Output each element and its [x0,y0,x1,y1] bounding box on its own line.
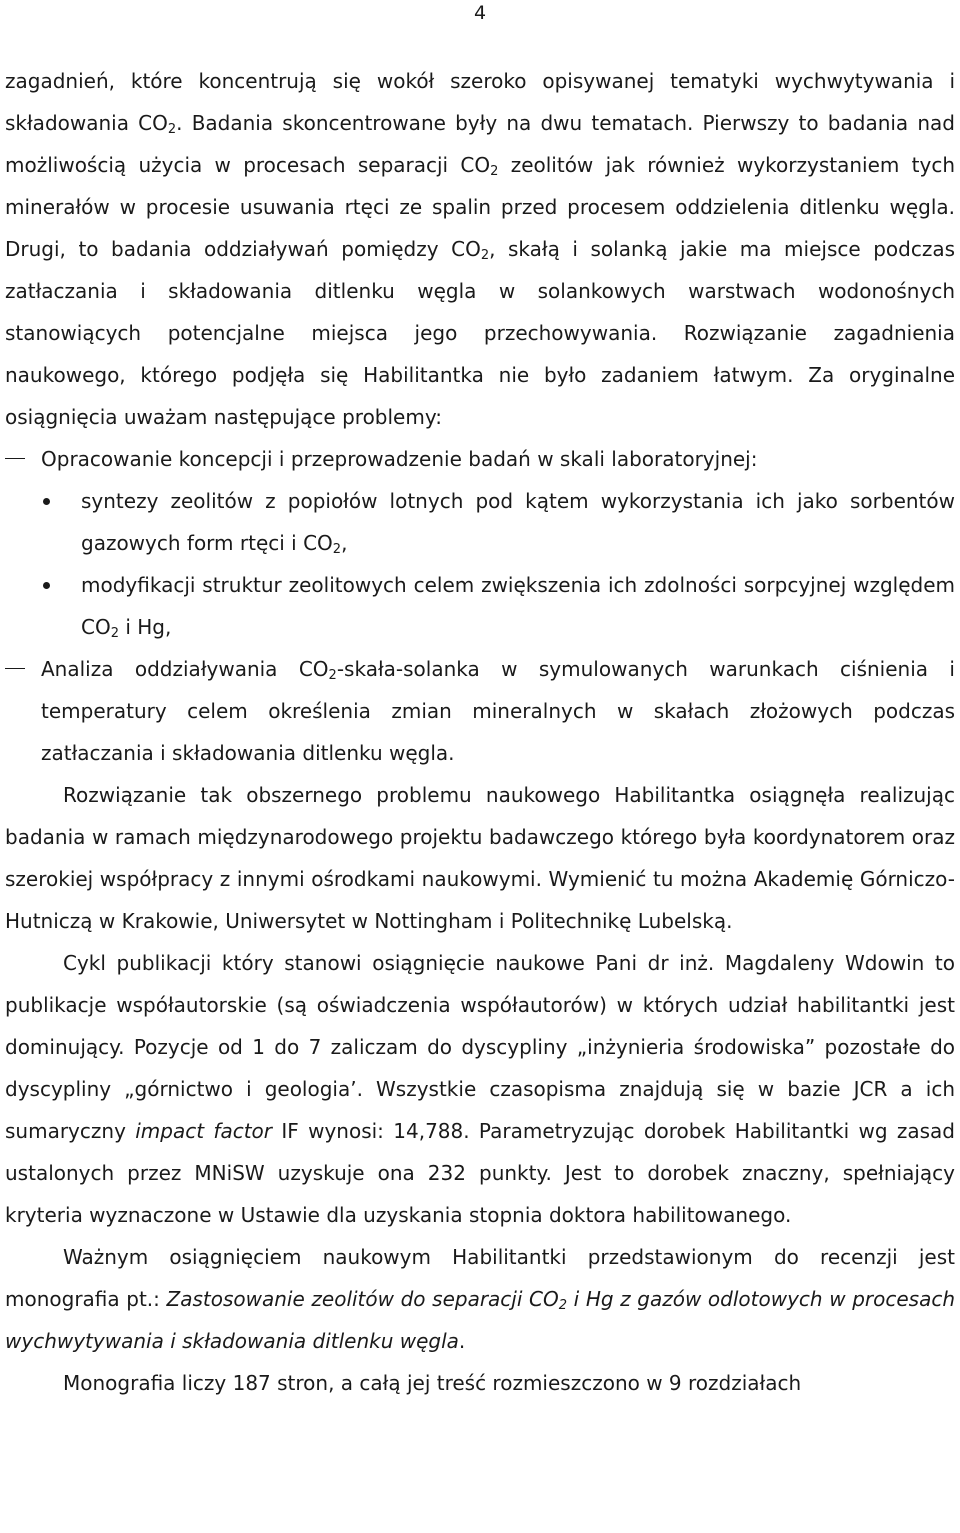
dash-icon [5,668,25,669]
list-item: Analiza oddziaływania $CO_2-skała$-solanka w symulowanych warunkach ciśnienia i temperatury celem określenia zmian mineralnych w skałach złożowych podczas zatłaczania i składowania ditlenku węgla. [5,648,955,774]
achievements-list [5,438,955,774]
paragraph-collaboration: Rozwiązanie tak obszernego problemu naukowego Habilitantka osiągnęła realizując badania w ramach międzynarodowego projektu badawczego którego była koordynatorem oraz szerokiej współpracy z innymi ośrodkami naukowymi. Wymienić tu można Akademię Górniczo-Hutniczą w Krakowie, Uniwersytet w Nottingham i Politechnikę Lubelską. [5,783,955,933]
paragraph-intro: zagadnień, które koncentrują się wokół szeroko opisywanej tematyki wychwytywania i składowania $CO_2$. Badania skoncentrowane były na dwu tematach. Pierwszy to badania nad możliwością użycia w procesach separacji $CO_2$ zeolitów jak również wykorzystaniem tych minerałów w procesie usuwania rtęci ze spalin przed procesem oddzielenia ditlenku węgla. Drugi, to badania oddziaływań pomiędzy $CO_2$, skałą i solanką jakie ma miejsce podczas zatłaczania i składowania ditlenku węgla w solankowych warstwach wodonośnych stanowiących potencjalne miejsca jego przechowywania. Rozwiązanie zagadnienia naukowego, którego podjęła się Habilitantka nie było zadaniem łatwym. Za oryginalne osiągnięcia uważam następujące problemy: [5,69,956,429]
bullet-icon [43,498,50,505]
dash-icon [5,458,25,459]
paragraph-monograph: Ważnym osiągnięciem naukowym Habilitantki przedstawionym do recenzji jest monografia pt.: Zastosowanie zeolitów do separacji $CO_2$ i Hg z gazów odlotowych w procesach wychwytywania i składowania ditlenku węgla. [5,1245,955,1353]
list-item: Opracowanie koncepcji i przeprowadzenie badań w skali laboratoryjnej: syntezy zeolitów z popiołów lotnych pod kątem wykorzystania ich jako sorbentów gazowych form rtęci i $CO_2$, modyfikacji struktur zeolitowych celem zwiększenia ich zdolności sorpcyjnej względem $CO_2$ i Hg, [5,438,955,648]
paragraph-monograph-structure: Monografia liczy 187 stron, a całą jej treść rozmieszczono w 9 rozdziałach [63,1371,802,1395]
paragraph-publications: Cykl publikacji który stanowi osiągnięcie naukowe Pani dr inż. Magdaleny Wdowin to publikacje współautorskie (są oświadczenia współautorów) w których udział habilitantki jest dominujący. Pozycje od 1 do 7 zaliczam do dyscypliny „inżynieria środowiska” pozostałe do dyscypliny „górnictwo i geologia’. Wszystkie czasopisma znajdują się w bazie JCR a ich sumaryczny impact factor IF wynosi: 14,788. Parametryzując dorobek Habilitantki wg zasad ustalonych przez MNiSW uzyskuje ona 232 punkty. Jest to dorobek znaczny, spełniający kryteria wyznaczone w Ustawie dla uzyskania stopnia doktora habilitowanego. [5,951,955,1227]
list-item: modyfikacji struktur zeolitowych celem zwiększenia ich zdolności sorpcyjnej względem $CO_2$ i Hg, [5,564,955,648]
bullet-icon [43,582,50,589]
document-body [5,60,955,1404]
list-item: syntezy zeolitów z popiołów lotnych pod kątem wykorzystania ich jako sorbentów gazowych form rtęci i $CO_2$, [5,480,955,564]
sub-list [41,480,955,648]
page-number: 4 [474,2,487,24]
monograph-title: Zastosowanie zeolitów do separacji $CO_2$ i Hg z gazów odlotowych w procesach wychwytywania i składowania ditlenku węgla [5,1287,955,1353]
